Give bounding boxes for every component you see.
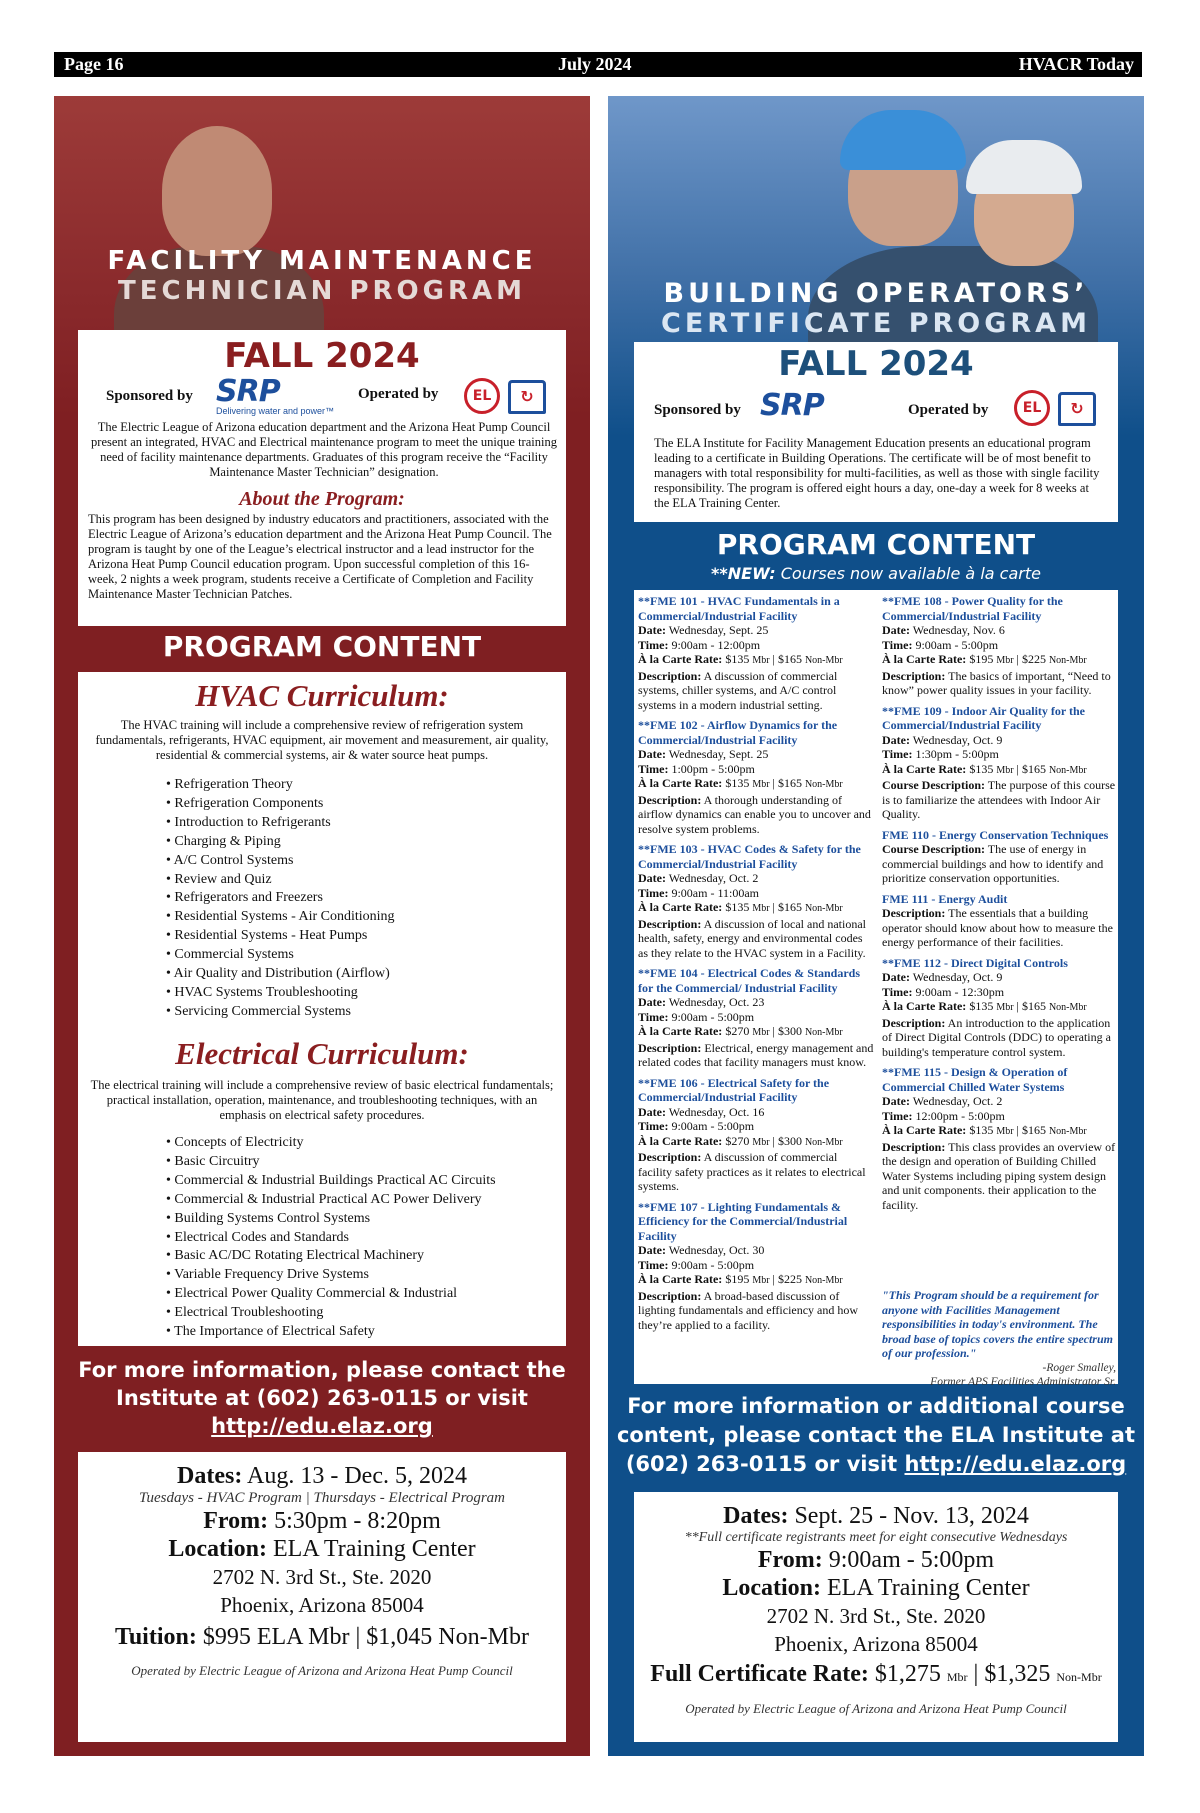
course-date [882,733,1116,748]
rate-nonmember-tag: Non-Mbr [1048,1126,1087,1137]
course-title: **FME 107 - Lighting Fundamentals & Efficiency for the Commercial/Industrial Facility [638,1199,848,1243]
schedule-text: Tuesdays - HVAC Program | Thursdays - Electrical Program [138,1490,506,1506]
new-label: **NEW: [711,564,776,583]
rate-member: $195 [725,1272,750,1286]
date-label: Date: [882,1094,910,1108]
rate-nonmember: $165 [1021,999,1046,1013]
description-text: This class provides an overview of the design and operation of Building Chilled Water Systems including piping system design and unit components. their application to the facility. [882,1139,1116,1212]
operated-by-label: Operated by [908,402,989,418]
from-value: 9:00am - 5:00pm [828,1547,995,1573]
hardhat-blue [840,110,966,170]
course-rate: À la Carte Rate: $135 Mbr | $165 Non-Mbr [638,900,843,914]
course-time [638,638,874,653]
description-label: Description: [882,1139,946,1154]
course-time [882,747,1116,762]
time-value: 1:00pm - 5:00pm [671,761,755,776]
description-label: Course Description: [882,842,985,856]
electrical-topic: • Commercial & Industrial Buildings Practical AC Circuits [166,1172,496,1191]
date-label: Date: [638,1243,666,1257]
rate-nonmember: $165 [777,776,802,790]
course-item [638,594,874,712]
operated-note: Operated by Electric League of Arizona and Arizona Heat Pump Council [131,1663,513,1678]
rate-nonmember-tag: Non-Mbr [1048,655,1087,666]
rate-label: À la Carte Rate: [882,652,967,666]
time-value: 9:00am - 11:00am [671,885,759,900]
course-item [882,956,1116,1060]
course-description [882,669,1116,698]
issue-date: July 2024 [558,54,632,74]
heat-pump-council-logo: ↻ [1058,392,1096,426]
location-value: ELA Training Center [827,1575,1030,1601]
rate-member: $270 [725,1133,750,1148]
date-value: Wednesday, Oct. 23 [668,995,765,1009]
from-label: From: [757,1547,823,1573]
course-date [882,970,1116,985]
electric-league-logo: EL [464,378,500,414]
rate-label: À la Carte Rate: [882,999,967,1013]
description-label: Course Description: [882,778,985,792]
date-label: Date: [638,747,666,761]
rate-member-tag: Mbr [752,903,770,914]
new-courses-note [608,564,1144,583]
hvac-topic: • Refrigerators and Freezers [166,889,395,908]
date-value: Wednesday, Sept. 25 [668,623,769,637]
course-item [882,828,1116,886]
testimonial-role: Former APS Facilities Administrator Sr. [930,1376,1116,1388]
address-line2: Phoenix, Arizona 85004 [220,1593,424,1617]
heat-pump-council-logo: ↻ [508,380,546,414]
location-label: Location: [168,1536,267,1562]
course-rate: À la Carte Rate: $135 Mbr | $165 Non-Mbr [882,1123,1087,1137]
intro-paragraph: The Electric League of Arizona education department and the Arizona Heat Pump Council present an integrated, HVAC and Electrical maintenance program to meet the unique training need of facility maintenance departments. Graduates of this program receive the “Facility Maintenance Master Technician” designation. [91,420,557,479]
rate-member: $135 [969,999,994,1013]
course-title: FME 110 - Energy Conservation Techniques [882,827,1109,842]
time-value: 9:00am - 5:00pm [915,637,999,652]
date-value: Wednesday, Sept. 25 [668,747,769,761]
page-header [54,52,1142,77]
course-title: **FME 108 - Power Quality for the Commercial/Industrial Facility [882,594,1063,623]
hvac-topic: • Residential Systems - Heat Pumps [166,927,395,946]
hvac-topic: • Charging & Piping [166,833,395,852]
publication-name: HVACR Today [1018,54,1134,74]
contact-line1: For more information or additional course [627,1394,1125,1418]
date-value: Wednesday, Oct. 9 [912,732,1003,747]
rate-nonmember-tag: Non-Mbr [804,1027,843,1038]
description-text: A thorough understanding of airflow dynamics can enable you to uncover and resolve system problems. [638,792,871,836]
rate-member-tag: Mbr [752,1136,770,1148]
course-description [638,917,874,961]
website-link[interactable]: http://edu.elaz.org [211,1414,433,1438]
hvac-curriculum-heading: HVAC Curriculum: [195,678,449,713]
course-date [638,1243,874,1258]
description-label: Description: [638,1288,702,1303]
description-text: Electrical, energy management and related codes that facility managers must know. [638,1040,874,1069]
electrical-curriculum-text: The electrical training will include a comprehensive review of basic electrical fundamentals; practical installation, operation, maintenance, and troubleshooting techniques, with an emphasis on electrical safety procedures. [90,1078,554,1122]
rate-nonmember: $1,325 [984,1661,1051,1687]
course-rate: À la Carte Rate: $135 Mbr | $165 Non-Mbr [882,999,1087,1013]
dates-label: Dates: [723,1503,789,1529]
curriculum-box [78,672,566,1346]
course-list-box [634,590,1118,1388]
course-column-right [882,594,1116,1218]
rate-label: À la Carte Rate: [638,900,723,914]
course-rate: À la Carte Rate: $270 Mbr | $300 Non-Mbr [638,1133,843,1148]
time-value: 9:00am - 12:00pm [671,637,761,652]
rate-member-tag: Mbr [996,764,1014,776]
course-column-left [638,594,874,1338]
rate-nonmember: $165 [1021,761,1046,776]
description-text: A broad-based discussion of lighting fundamentals and efficiency and how they’re applied to a facility. [638,1288,859,1332]
course-description [882,1016,1116,1060]
rate-member-tag: Mbr [996,1126,1014,1137]
description-label: Description: [882,906,946,920]
date-value: Wednesday, Oct. 2 [668,871,759,885]
electric-league-logo: EL [1014,390,1050,426]
course-item [882,1065,1116,1212]
time-label: Time: [638,1119,669,1133]
rate-label: À la Carte Rate: [638,652,723,666]
description-label: Description: [638,1150,702,1164]
dates-box [78,1452,566,1742]
course-rate: À la Carte Rate: $135 Mbr | $165 Non-Mbr [638,652,843,666]
course-item [638,842,874,960]
rate-nonmember: $225 [777,1272,802,1286]
date-label: Date: [882,732,910,747]
program-title-line2: TECHNICIAN PROGRAM [118,276,526,306]
rate-nonmember: $165 [777,652,802,666]
course-date [882,623,1116,638]
address-line1: 2702 N. 3rd St., Ste. 2020 [766,1604,986,1628]
rate-member: $195 [969,652,994,666]
date-label: Date: [882,970,910,984]
hvac-topic: • A/C Control Systems [166,852,395,871]
course-rate: À la Carte Rate: $135 Mbr | $165 Non-Mbr [882,761,1087,776]
rate-member: $135 [725,776,750,790]
time-label: Time: [882,1108,913,1123]
rate-member-tag: Mbr [946,1670,968,1684]
course-time [882,1109,1116,1124]
location-value: ELA Training Center [273,1536,476,1562]
intro-box [634,342,1118,522]
rate-member: $135 [969,761,994,776]
course-item [882,704,1116,822]
hvac-topic: • Refrigeration Components [166,795,395,814]
hvac-topic: • Air Quality and Distribution (Airflow) [166,965,395,984]
hvac-curriculum-text: The HVAC training will include a comprehensive review of refrigeration system fundamentals, refrigerants, HVAC equipment, air movement and measurement, air quality, residential & commercial systems, air & water source heat pumps. [95,718,549,762]
electrical-topic: • Basic AC/DC Rotating Electrical Machinery [166,1247,496,1266]
description-text: A discussion of commercial systems, chiller systems, and A/C control systems in a modern industrial setting. [638,668,838,712]
electrical-curriculum-heading: Electrical Curriculum: [175,1036,469,1071]
intro-box [78,330,566,626]
about-paragraph: This program has been designed by industry educators and practitioners, associated with the Electric League of Arizona’s education department and the Arizona Heat Pump Council. The program is taught by one of the League’s electrical instructor and a lead instructor for the Arizona Heat Pump Council education program. Upon successful completion of this 16-week, 2 nights a week program, students receive a Certificate of Completion and Facility Maintenance Master Technician Patches. [88,512,552,601]
sponsored-by-label: Sponsored by [654,402,741,418]
program-title-line1: FACILITY MAINTENANCE [107,246,537,276]
rate-member: $1,275 [874,1661,941,1687]
course-time [638,1010,874,1025]
hvac-topic: • Residential Systems - Air Conditioning [166,908,395,927]
website-link[interactable]: http://edu.elaz.org [904,1452,1127,1476]
course-description [638,1041,874,1070]
course-description [882,778,1116,822]
rate-member: $135 [725,900,750,914]
description-label: Description: [638,1040,702,1055]
course-title: **FME 106 - Electrical Safety for the Commercial/Industrial Facility [638,1075,830,1104]
contact-line2: content, please contact the ELA Institute at [616,1423,1136,1447]
time-value: 9:00am - 5:00pm [671,1119,755,1133]
rate-member-tag: Mbr [752,779,770,790]
contact-info [608,1392,1144,1479]
description-label: Description: [638,668,702,683]
operated-note: Operated by Electric League of Arizona and Arizona Heat Pump Council [685,1701,1067,1716]
course-time [638,1119,874,1134]
rate-nonmember: $300 [777,1133,802,1148]
time-value: 12:00pm - 5:00pm [915,1108,1005,1123]
electrical-topic: • Concepts of Electricity [166,1134,496,1153]
electrical-topic: • Basic Circuitry [166,1153,496,1172]
electrical-topic: • Building Systems Control Systems [166,1210,496,1229]
electrical-topic: • Variable Frequency Drive Systems [166,1266,496,1285]
time-label: Time: [882,984,913,999]
electrical-topic: • Commercial & Industrial Practical AC Power Delivery [166,1191,496,1210]
location-label: Location: [722,1575,821,1601]
course-time [638,1258,874,1273]
time-label: Time: [882,747,913,761]
from-label: From: [203,1508,269,1534]
srp-logo: SRP [760,388,824,423]
course-description [882,842,1116,886]
dates-label: Dates: [177,1463,243,1489]
course-title: **FME 104 - Electrical Codes & Standards for the Commercial/ Industrial Facility [638,966,860,995]
description-text: A discussion of commercial facility safety practices as it relates to electrical systems. [638,1150,866,1193]
about-heading: About the Program: [239,488,405,510]
time-value: 9:00am - 12:30pm [915,984,1005,999]
course-date [638,871,874,886]
rate-nonmember: $300 [777,1024,802,1038]
contact-line3: (602) 263-0115 or visit [625,1452,898,1476]
electrical-topic: • Electrical Codes and Standards [166,1229,496,1248]
rate-nonmember-tag: Non-Mbr [1056,1670,1102,1684]
description-text: The essentials that a building operator should know about how to measure the energy performance of their facilities. [882,906,1113,949]
testimonial [882,1288,1116,1390]
dates-box: Dates: Sept. 25 - Nov. 13, 2024 **Full certificate registrants meet for eight consecutive Wednesdays From: 9:00am - 5:00pm Location: ELA Training Center 2702 N. 3rd St., Ste. 2020 Phoenix, Arizona 85004 Full Certificate Rate: $1,275 Mbr | $1,325 Non-Mbr Operated by Electric League of Arizona and Arizona Heat Pump Council [634,1492,1118,1742]
hvac-topic: • Refrigeration Theory [166,776,395,795]
rate-member-tag: Mbr [752,1027,770,1038]
facility-maintenance-ad [54,96,590,1756]
hvac-topic: • Review and Quiz [166,871,395,890]
new-text: Courses now available à la carte [780,564,1041,583]
rate-nonmember-tag: Non-Mbr [1048,1002,1087,1013]
rate-label: Full Certificate Rate: [650,1661,869,1687]
time-label: Time: [638,885,669,900]
program-content-heading: PROGRAM CONTENT [162,630,482,663]
course-time [882,985,1116,1000]
course-date [638,623,874,638]
course-time [638,886,874,901]
date-label: Date: [882,623,910,637]
rate-member: $270 [725,1024,750,1038]
time-label: Time: [638,1257,669,1272]
hvac-topic: • Servicing Commercial Systems [166,1003,395,1022]
description-label: Description: [882,1015,946,1030]
time-label: Time: [882,637,913,652]
course-title: **FME 115 - Design & Operation of Commercial Chilled Water Systems [882,1065,1068,1094]
srp-logo: SRP [216,374,280,409]
hvac-topic-list [166,776,395,1022]
hvac-topic: • Commercial Systems [166,946,395,965]
course-date [638,1105,874,1120]
course-rate: À la Carte Rate: $195 Mbr | $225 Non-Mbr [882,652,1087,666]
course-title: **FME 101 - HVAC Fundamentals in a Commercial/Industrial Facility [638,594,840,623]
course-rate: À la Carte Rate: $195 Mbr | $225 Non-Mbr [638,1272,843,1286]
date-value: Wednesday, Oct. 9 [912,970,1003,984]
description-text: The use of energy in commercial buildings and how to identify and prioritize conservation opportunities. [882,842,1104,885]
rate-member: $135 [725,652,750,666]
rate-member-tag: Mbr [752,655,770,666]
rate-label: À la Carte Rate: [882,761,967,776]
time-label: Time: [638,1009,669,1024]
dates-value: Sept. 25 - Nov. 13, 2024 [794,1503,1029,1529]
rate-label: À la Carte Rate: [882,1123,967,1137]
description-text: A discussion of local and national health, safety, energy and environmental codes as they relate to the HVAC system in a Facility. [638,916,866,960]
rate-nonmember-tag: Non-Mbr [804,903,843,914]
course-item [882,892,1116,950]
contact-line1: For more information, please contact the [78,1358,566,1382]
date-value: Wednesday, Oct. 16 [668,1104,765,1119]
time-value: 9:00am - 5:00pm [671,1009,755,1024]
rate-label: À la Carte Rate: [638,1133,723,1148]
course-time [882,638,1116,653]
course-item [882,594,1116,698]
course-item [638,1200,874,1333]
electrical-topic: • The Importance of Electrical Safety [166,1323,496,1342]
course-rate: À la Carte Rate: $135 Mbr | $165 Non-Mbr [638,776,843,790]
course-date [638,995,874,1010]
time-value: 1:30pm - 5:00pm [915,747,999,761]
schedule-text: **Full certificate registrants meet for eight consecutive Wednesdays [684,1530,1068,1545]
rate-nonmember-tag: Non-Mbr [804,1275,843,1286]
time-value: 9:00am - 5:00pm [671,1257,755,1272]
page-number: Page 16 [64,54,124,74]
address-line2: Phoenix, Arizona 85004 [774,1632,978,1656]
rate-member-tag: Mbr [996,655,1014,666]
course-rate: À la Carte Rate: $270 Mbr | $300 Non-Mbr [638,1024,843,1038]
course-title: **FME 103 - HVAC Codes & Safety for the Commercial/Industrial Facility [638,842,861,871]
electrical-topic: • Electrical Power Quality Commercial & Industrial [166,1285,496,1304]
rate-nonmember: $225 [1021,652,1046,666]
dates-value: Aug. 13 - Dec. 5, 2024 [247,1463,467,1489]
hvac-topic: • HVAC Systems Troubleshooting [166,984,395,1003]
rate-nonmember: $165 [777,900,802,914]
intro-paragraph: The ELA Institute for Facility Management Education presents an educational program leading to a certificate in Building Operations. The certificate will be of most benefit to managers with total responsibility for multi-facilities, as well as those with single facility responsibility. The program is offered eight hours a day, one-day a week for 8 weeks at the ELA Training Center. [654,436,1100,510]
hardhat-white [966,140,1082,194]
date-value: Wednesday, Nov. 6 [912,623,1005,637]
description-label: Description: [882,668,946,683]
course-time [638,762,874,777]
rate-nonmember-tag: Non-Mbr [804,1136,843,1148]
rate-label: À la Carte Rate: [638,776,723,790]
course-item [638,966,874,1070]
course-title: **FME 102 - Airflow Dynamics for the Commercial/Industrial Facility [638,718,838,747]
program-content-heading: PROGRAM CONTENT [716,528,1036,561]
season-heading: FALL 2024 [778,344,974,384]
description-label: Description: [638,916,702,931]
contact-line2: Institute at (602) 263-0115 or visit [116,1386,528,1410]
course-title: **FME 109 - Indoor Air Quality for the Commercial/Industrial Facility [882,703,1086,732]
description-text: The purpose of this course is to familiarize the attendees with Indoor Air Quality. [882,778,1116,821]
date-label: Date: [638,1104,666,1119]
description-label: Description: [638,792,702,807]
electrical-topic-list [166,1134,496,1342]
time-label: Time: [638,761,669,776]
hvac-topic: • Introduction to Refrigerants [166,814,395,833]
rate-label: À la Carte Rate: [638,1024,723,1038]
program-title-line2: CERTIFICATE PROGRAM [661,308,1091,339]
course-date [638,747,874,762]
date-label: Date: [638,995,666,1009]
contact-info [54,1356,590,1440]
course-title: **FME 112 - Direct Digital Controls [882,955,1068,970]
testimonial-quote: "This Program should be a requirement for anyone with Facilities Management responsibilities in today's environment. The broad base of topics covers the entire spectrum of our profession." [882,1288,1113,1360]
date-value: Wednesday, Oct. 30 [668,1243,765,1257]
sponsored-by-label: Sponsored by [106,388,193,404]
from-value: 5:30pm - 8:20pm [274,1508,441,1534]
rate-member: $135 [969,1123,994,1137]
course-item [638,718,874,836]
technician-photo [162,126,272,256]
time-label: Time: [638,637,669,652]
rate-member-tag: Mbr [752,1275,770,1286]
course-item [638,1076,874,1194]
tuition-label: Tuition: [115,1624,197,1650]
address-line1: 2702 N. 3rd St., Ste. 2020 [212,1565,432,1589]
course-description [638,669,874,713]
rate-label: À la Carte Rate: [638,1272,723,1286]
program-title-line1: BUILDING OPERATORS’ [663,278,1089,309]
course-date [882,1094,1116,1109]
description-text: The basics of important, “Need to know” power quality issues in your facility. [882,668,1111,697]
date-label: Date: [638,871,666,885]
date-label: Date: [638,623,666,637]
season-heading: FALL 2024 [224,336,420,376]
course-title: FME 111 - Energy Audit [882,891,1008,906]
course-description [638,793,874,837]
description-text: An introduction to the application of Direct Digital Controls (DDC) to operating a building's temperature control system. [882,1015,1111,1059]
course-description [638,1150,874,1194]
date-value: Wednesday, Oct. 2 [912,1094,1003,1108]
tuition-value: $995 ELA Mbr | $1,045 Non-Mbr [202,1624,529,1650]
rate-nonmember-tag: Non-Mbr [804,655,843,666]
course-description [638,1289,874,1333]
rate-nonmember-tag: Non-Mbr [804,779,843,790]
course-description [882,1140,1116,1213]
course-description [882,906,1116,950]
electrical-topic: • Electrical Troubleshooting [166,1304,496,1323]
rate-member-tag: Mbr [996,1002,1014,1013]
rate-nonmember-tag: Non-Mbr [1048,764,1087,776]
testimonial-author: -Roger Smalley, [1042,1361,1116,1374]
rate-nonmember: $165 [1021,1123,1046,1137]
building-operators-ad [608,96,1144,1756]
srp-tagline: Delivering water and power™ [216,406,335,416]
operated-by-label: Operated by [358,386,439,402]
